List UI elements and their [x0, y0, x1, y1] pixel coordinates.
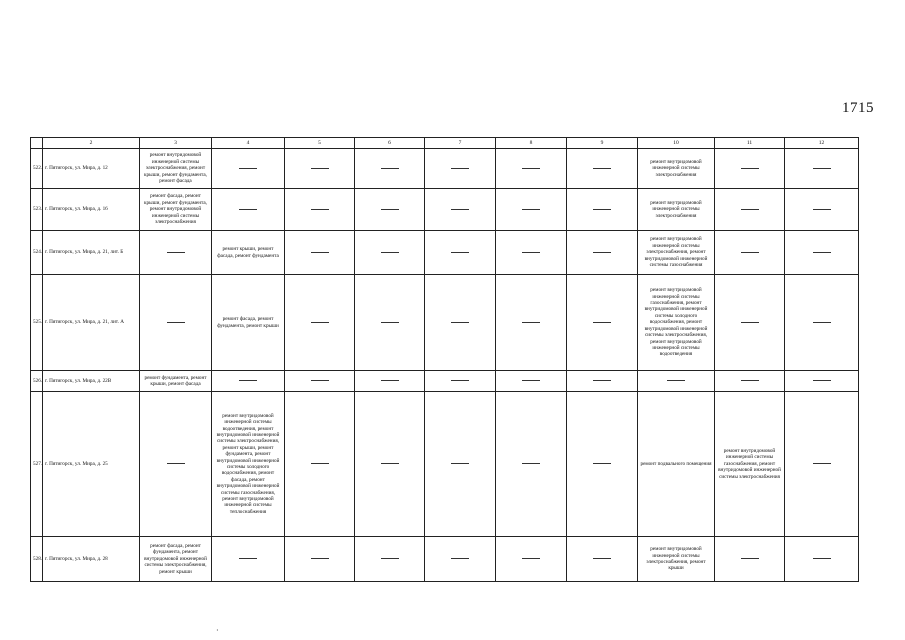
column-header-0	[31, 138, 43, 149]
dash-mark	[813, 168, 831, 169]
row-number: 528.	[31, 537, 43, 582]
column-header-3: 4	[212, 138, 285, 149]
row-address: г. Пятигорск, ул. Мира, д. 22В	[43, 371, 140, 392]
dash-mark	[593, 209, 611, 210]
dash-mark	[311, 558, 329, 559]
empty-dash-cell	[785, 149, 859, 189]
table-row	[31, 231, 859, 275]
table-row	[31, 392, 859, 537]
empty-dash-cell	[355, 392, 425, 537]
work-description-c10: ремонт внутридомовой инженерной системы электроснабжения, ремонт внутридомовой инженерной системы газоснабжения	[638, 231, 715, 275]
dash-mark	[593, 252, 611, 253]
dash-mark	[741, 322, 759, 323]
empty-dash-cell	[355, 371, 425, 392]
empty-dash-cell	[285, 537, 355, 582]
table-row	[31, 537, 859, 582]
column-header-9: 10	[638, 138, 715, 149]
dash-mark	[813, 322, 831, 323]
empty-dash-cell	[785, 537, 859, 582]
column-header-8: 9	[567, 138, 638, 149]
empty-dash-cell	[285, 371, 355, 392]
dash-mark	[451, 322, 469, 323]
row-address: г. Пятигорск, ул. Мира, д. 21, лит. А	[43, 275, 140, 371]
empty-dash-cell	[496, 392, 567, 537]
empty-dash-cell	[140, 275, 212, 371]
empty-dash-cell	[212, 371, 285, 392]
empty-dash-cell	[285, 392, 355, 537]
dash-mark	[239, 209, 257, 210]
dash-mark	[311, 463, 329, 464]
empty-dash-cell	[425, 275, 496, 371]
row-address: г. Пятигорск, ул. Мира, д. 25	[43, 392, 140, 537]
dash-mark	[522, 558, 540, 559]
dash-mark	[239, 558, 257, 559]
dash-mark	[381, 558, 399, 559]
dash-mark	[451, 463, 469, 464]
dash-mark	[381, 168, 399, 169]
row-number: 523.	[31, 189, 43, 231]
empty-dash-cell	[567, 189, 638, 231]
empty-dash-cell	[785, 371, 859, 392]
dash-mark	[381, 252, 399, 253]
row-number: 522.	[31, 149, 43, 189]
empty-dash-cell	[425, 149, 496, 189]
page-number: 1715	[842, 100, 874, 116]
column-header-1: 2	[43, 138, 140, 149]
dash-mark	[311, 380, 329, 381]
empty-dash-cell	[567, 231, 638, 275]
empty-dash-cell	[567, 149, 638, 189]
empty-dash-cell	[496, 189, 567, 231]
work-description-c11: ремонт внутридомовой инженерной системы газоснабжения, ремонт внутридомовой инженерной системы электроснабжения	[715, 392, 785, 537]
dash-mark	[522, 463, 540, 464]
empty-dash-cell	[425, 231, 496, 275]
work-description-c10: ремонт внутридомовой инженерной системы электроснабжения	[638, 189, 715, 231]
column-header-11: 12	[785, 138, 859, 149]
empty-dash-cell	[715, 275, 785, 371]
empty-dash-cell	[496, 371, 567, 392]
empty-dash-cell	[496, 149, 567, 189]
dash-mark	[451, 558, 469, 559]
dash-mark	[311, 168, 329, 169]
empty-dash-cell	[355, 149, 425, 189]
work-description-c10: ремонт внутридомовой инженерной системы электроснабжения	[638, 149, 715, 189]
dash-mark	[522, 168, 540, 169]
dash-mark	[813, 380, 831, 381]
dash-mark	[239, 380, 257, 381]
dash-mark	[741, 168, 759, 169]
dash-mark	[522, 252, 540, 253]
work-description-c3: ремонт фасада, ремонт крыши, ремонт фундамента, ремонт внутридомовой инженерной системы электроснабжения	[140, 189, 212, 231]
dash-mark	[381, 380, 399, 381]
empty-dash-cell	[425, 371, 496, 392]
dash-mark	[522, 209, 540, 210]
empty-dash-cell	[715, 189, 785, 231]
work-description-c4: ремонт фасада, ремонт фундамента, ремонт крыши	[212, 275, 285, 371]
work-description-c4: ремонт крыши, ремонт фасада, ремонт фундамента	[212, 231, 285, 275]
column-header-4: 5	[285, 138, 355, 149]
empty-dash-cell	[285, 231, 355, 275]
dash-mark	[813, 252, 831, 253]
empty-dash-cell	[212, 189, 285, 231]
table-row	[31, 371, 859, 392]
empty-dash-cell	[140, 231, 212, 275]
column-header-7: 8	[496, 138, 567, 149]
empty-dash-cell	[285, 189, 355, 231]
empty-dash-cell	[715, 537, 785, 582]
column-number-row	[31, 138, 859, 149]
empty-dash-cell	[785, 189, 859, 231]
table-row	[31, 275, 859, 371]
empty-dash-cell	[785, 231, 859, 275]
dash-mark	[311, 209, 329, 210]
empty-dash-cell	[355, 231, 425, 275]
dash-mark	[239, 168, 257, 169]
empty-dash-cell	[285, 149, 355, 189]
empty-dash-cell	[567, 537, 638, 582]
dash-mark	[522, 380, 540, 381]
column-header-5: 6	[355, 138, 425, 149]
row-address: г. Пятигорск, ул. Мира, д. 12	[43, 149, 140, 189]
dash-mark	[311, 252, 329, 253]
row-number: 525.	[31, 275, 43, 371]
empty-dash-cell	[355, 275, 425, 371]
dash-mark	[593, 463, 611, 464]
empty-dash-cell	[567, 275, 638, 371]
empty-dash-cell	[567, 371, 638, 392]
dash-mark	[381, 322, 399, 323]
empty-dash-cell	[715, 149, 785, 189]
dash-mark	[741, 209, 759, 210]
empty-dash-cell	[355, 189, 425, 231]
empty-dash-cell	[785, 392, 859, 537]
empty-dash-cell	[425, 189, 496, 231]
dash-mark	[741, 558, 759, 559]
row-address: г. Пятигорск, ул. Мира, д. 28	[43, 537, 140, 582]
dash-mark	[593, 322, 611, 323]
dash-mark	[381, 209, 399, 210]
dash-mark	[593, 558, 611, 559]
empty-dash-cell	[567, 392, 638, 537]
dash-mark	[451, 252, 469, 253]
empty-dash-cell	[715, 371, 785, 392]
column-header-6: 7	[425, 138, 496, 149]
dash-mark	[741, 252, 759, 253]
column-header-10: 11	[715, 138, 785, 149]
table-row	[31, 189, 859, 231]
dash-mark	[311, 322, 329, 323]
row-address: г. Пятигорск, ул. Мира, д. 16	[43, 189, 140, 231]
empty-dash-cell	[212, 149, 285, 189]
work-description-c10: ремонт внутридомовой инженерной системы электроснабжения, ремонт крыши	[638, 537, 715, 582]
dash-mark	[451, 168, 469, 169]
empty-dash-cell	[355, 537, 425, 582]
dash-mark	[813, 209, 831, 210]
capital-repair-table	[30, 137, 859, 582]
work-description-c3: ремонт внутридомовой инженерной системы электроснабжения, ремонт крыши, ремонт фундамента, ремонт фасада	[140, 149, 212, 189]
dash-mark	[167, 463, 185, 464]
dash-mark	[451, 209, 469, 210]
dash-mark	[593, 168, 611, 169]
empty-dash-cell	[140, 392, 212, 537]
empty-dash-cell	[715, 231, 785, 275]
work-description-c3: ремонт фасада, ремонт фундамента, ремонт внутридомовой инженерной системы электроснабжения, ремонт крыши	[140, 537, 212, 582]
empty-dash-cell	[496, 231, 567, 275]
dash-mark	[167, 322, 185, 323]
dash-mark	[593, 380, 611, 381]
work-description-c10: ремонт внутридомовой инженерной системы газоснабжения, ремонт внутридомовой инженерной системы холодного водоснабжения, ремонт внутридомовой инженерной системы электроснабжения, ремонт внутридомовой инженерной системы водоотведения	[638, 275, 715, 371]
table-row	[31, 149, 859, 189]
dash-mark	[813, 558, 831, 559]
empty-dash-cell	[425, 537, 496, 582]
dash-mark	[813, 463, 831, 464]
empty-dash-cell	[785, 275, 859, 371]
row-number: 524.	[31, 231, 43, 275]
empty-dash-cell	[496, 275, 567, 371]
dash-mark	[451, 380, 469, 381]
column-header-2: 3	[140, 138, 212, 149]
empty-dash-cell	[425, 392, 496, 537]
footer-mark: ·	[216, 626, 219, 635]
table-body	[31, 149, 859, 582]
dash-mark	[667, 380, 685, 381]
empty-dash-cell	[212, 537, 285, 582]
dash-mark	[167, 252, 185, 253]
row-number: 526.	[31, 371, 43, 392]
work-description-c4: ремонт внутридомовой инженерной системы водоотведения, ремонт внутридомовой инженерной системы электроснабжения, ремонт крыши, ремонт фундамента, ремонт внутридомовой инженерной системы холодного водоснабжения, ремонт фасада, ремонт внутридомовой инженерной системы газоснабжения, ремонт внутридомовой инженерной системы теплоснабжения	[212, 392, 285, 537]
empty-dash-cell	[285, 275, 355, 371]
row-number: 527.	[31, 392, 43, 537]
dash-mark	[741, 380, 759, 381]
dash-mark	[381, 463, 399, 464]
empty-dash-cell	[496, 537, 567, 582]
work-description-c10: ремонт подвального помещения	[638, 392, 715, 537]
dash-mark	[522, 322, 540, 323]
row-address: г. Пятигорск, ул. Мира, д. 21, лит. Б	[43, 231, 140, 275]
work-description-c3: ремонт фундамента, ремонт крыши, ремонт фасада	[140, 371, 212, 392]
empty-dash-cell	[638, 371, 715, 392]
